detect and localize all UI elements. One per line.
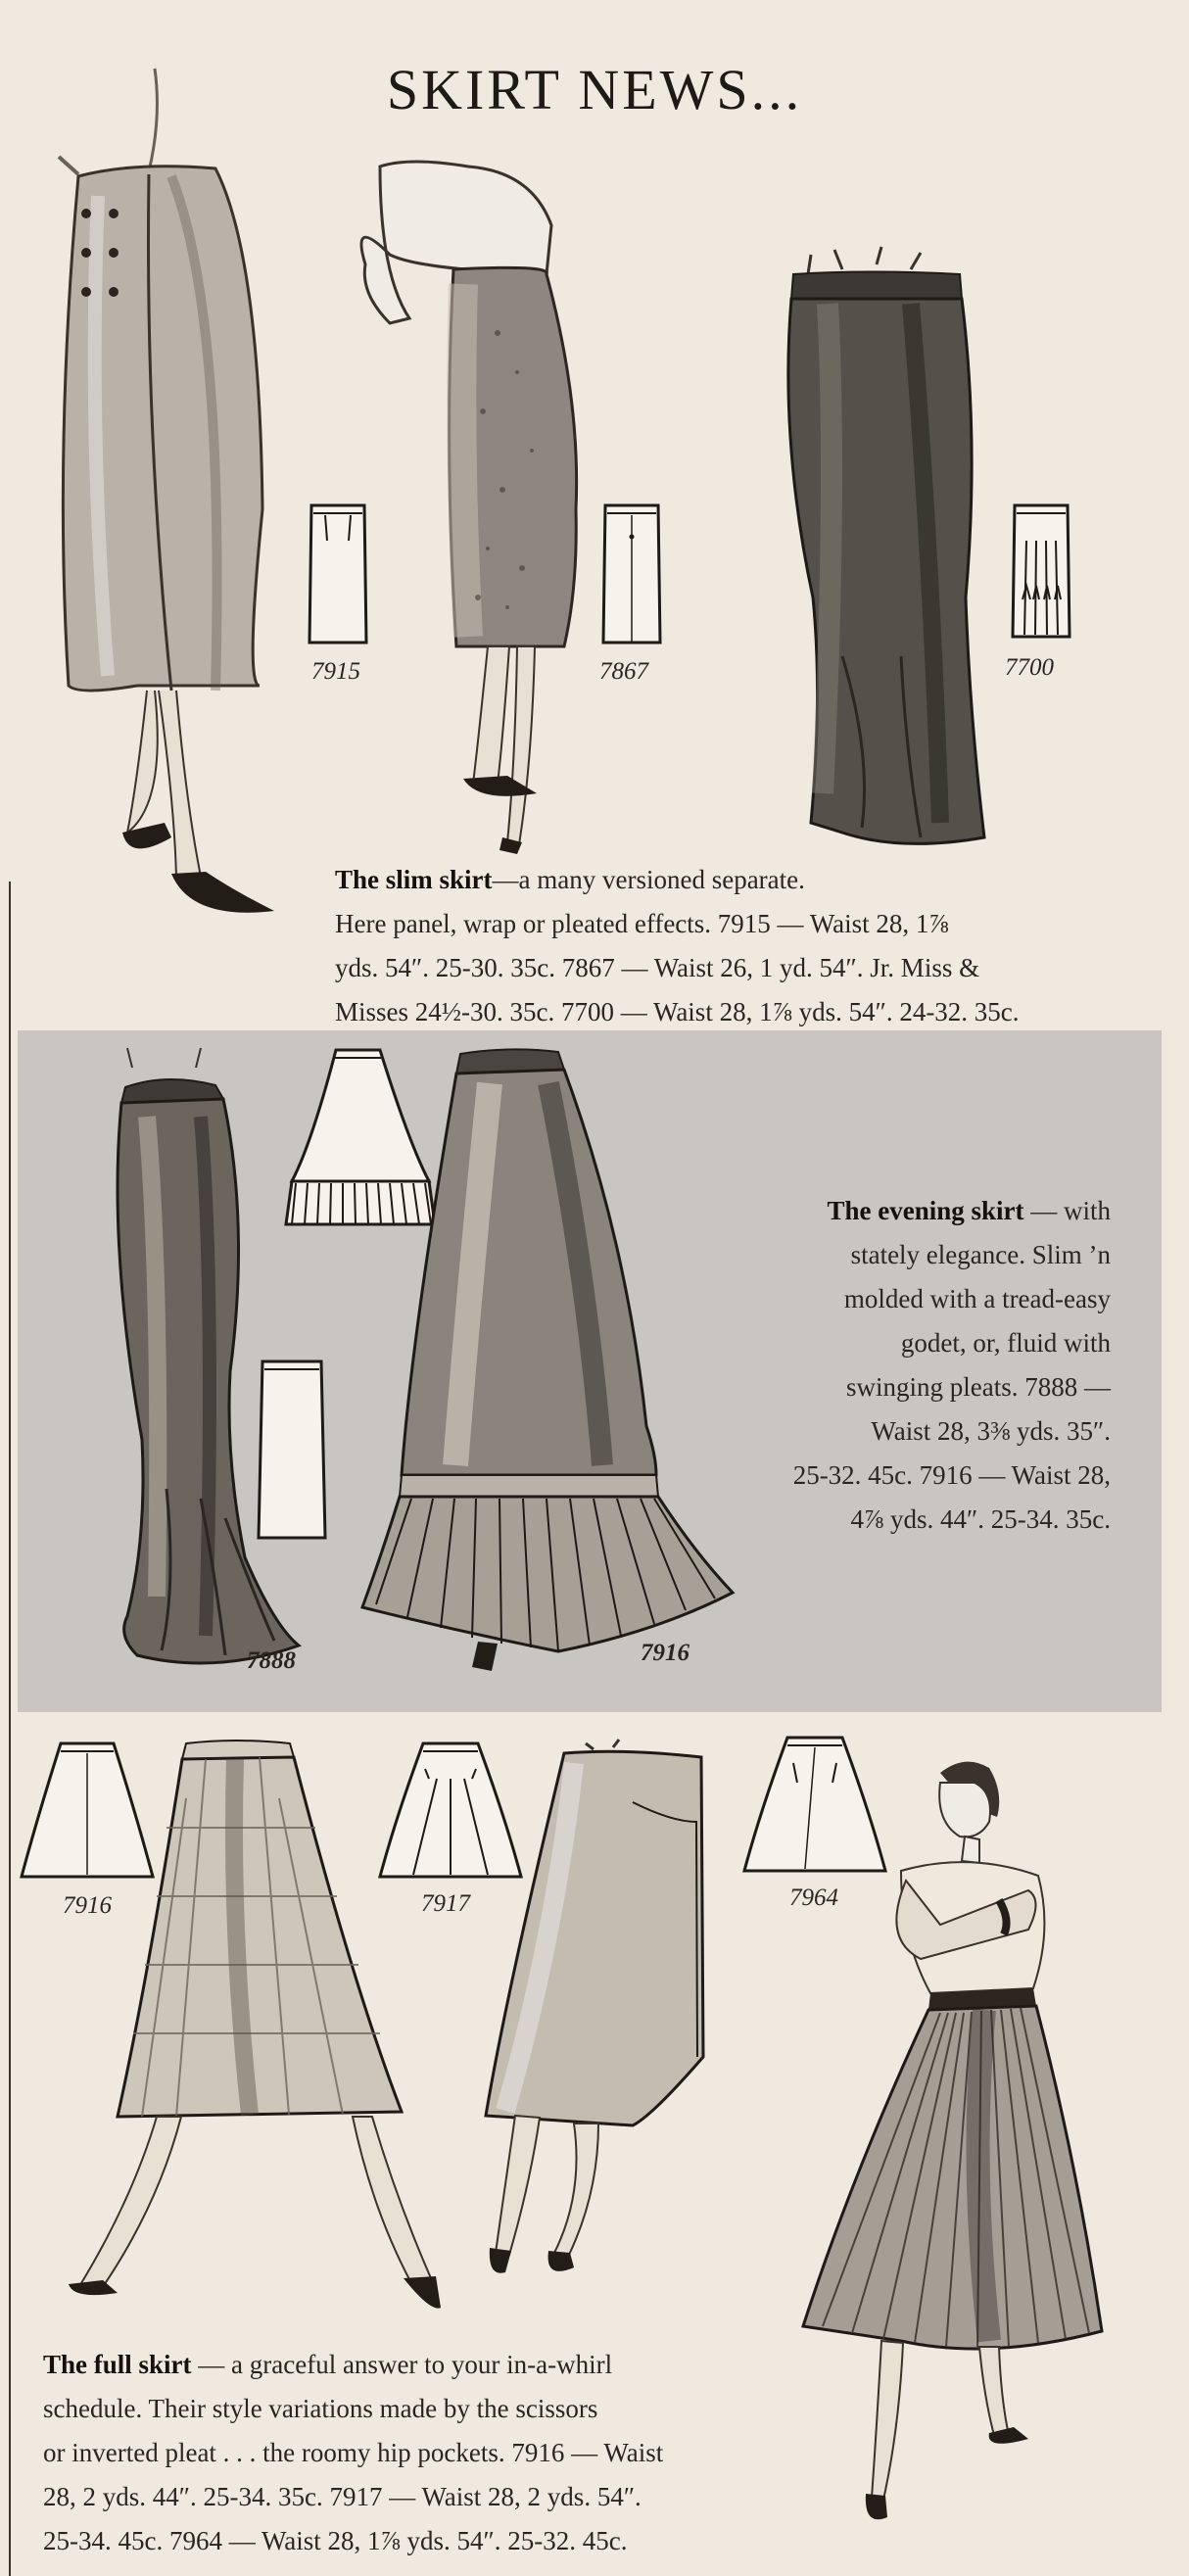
evening-skirt-heading: The evening skirt bbox=[827, 1196, 1024, 1225]
full-caption-line-4: 28, 2 yds. 44″. 25-34. 35c. 7917 — Waist 28, 2 yds. 54″. bbox=[43, 2482, 642, 2511]
evening-caption-line-2: stately elegance. Slim ’n bbox=[850, 1240, 1111, 1269]
slim-caption-line-2: Here panel, wrap or pleated effects. 7915 — Waist 28, 1⅞ bbox=[335, 909, 949, 938]
evening-caption-line-5: swinging pleats. 7888 — bbox=[846, 1372, 1111, 1402]
slim-caption-line-1 bbox=[335, 858, 1177, 902]
evening-caption-line-3: molded with a tread-easy bbox=[843, 1284, 1111, 1313]
pattern-number-7916-evening: 7916 bbox=[641, 1640, 690, 1666]
illustration-fishtail-skirt bbox=[784, 245, 999, 852]
slim-skirt-heading: The slim skirt bbox=[335, 865, 493, 894]
full-skirt-caption bbox=[43, 2343, 846, 2563]
evening-caption-line-1 bbox=[686, 1189, 1111, 1233]
pattern-number-7700: 7700 bbox=[1005, 654, 1054, 681]
illustration-pencil-skirt bbox=[351, 157, 586, 862]
pattern-number-7888: 7888 bbox=[247, 1647, 296, 1674]
evening-caption-line-1-text: — with bbox=[1023, 1196, 1111, 1225]
flat-sketch-7700 bbox=[1009, 501, 1073, 641]
evening-skirt-caption bbox=[686, 1189, 1111, 1542]
illustration-pleated-flounce-skirt bbox=[362, 1044, 735, 1691]
pattern-number-7917: 7917 bbox=[421, 1890, 470, 1917]
evening-caption-line-4: godet, or, fluid with bbox=[900, 1328, 1111, 1358]
flat-sketch-7867 bbox=[599, 501, 664, 646]
pattern-number-7964: 7964 bbox=[789, 1884, 838, 1911]
evening-caption-line-6: Waist 28, 3⅜ yds. 35″. bbox=[871, 1416, 1111, 1446]
page-title: SKIRT NEWS... bbox=[386, 58, 803, 121]
full-caption-line-3: or inverted pleat . . . the roomy hip pockets. 7916 — Waist bbox=[43, 2438, 664, 2467]
full-caption-line-5: 25-34. 45c. 7964 — Waist 28, 1⅞ yds. 54″. 25-32. 45c. bbox=[43, 2526, 628, 2555]
flat-sketch-slim-evening-skirt bbox=[255, 1358, 329, 1542]
full-caption-line-1 bbox=[43, 2343, 846, 2387]
pattern-number-7916-full: 7916 bbox=[63, 1892, 112, 1919]
pattern-number-7915: 7915 bbox=[311, 658, 360, 685]
evening-caption-line-7: 25-32. 45c. 7916 — Waist 28, bbox=[792, 1460, 1111, 1490]
pattern-number-7867: 7867 bbox=[599, 658, 648, 685]
full-caption-line-1-text: — a graceful answer to your in-a-whirl bbox=[191, 2350, 613, 2379]
full-caption-line-2: schedule. Their style variations made by the scissors bbox=[43, 2394, 598, 2423]
illustration-wrap-back-skirt bbox=[476, 1743, 711, 2292]
slim-skirt-caption bbox=[335, 858, 1177, 1034]
slim-caption-line-4: Misses 24½-30. 35c. 7700 — Waist 28, 1⅞ yds. 54″. 24-32. 35c. bbox=[335, 997, 1020, 1026]
evening-caption-line-8: 4⅞ yds. 44″. 25-34. 35c. bbox=[850, 1504, 1111, 1534]
slim-caption-line-3: yds. 54″. 25-30. 35c. 7867 — Waist 26, 1 yd. 54″. Jr. Miss & bbox=[335, 953, 980, 982]
illustration-wrap-skirt bbox=[39, 59, 294, 940]
page-edge-line bbox=[9, 882, 11, 2576]
full-skirt-heading: The full skirt bbox=[43, 2350, 192, 2379]
slim-caption-line-1-text: —a many versioned separate. bbox=[492, 865, 805, 894]
